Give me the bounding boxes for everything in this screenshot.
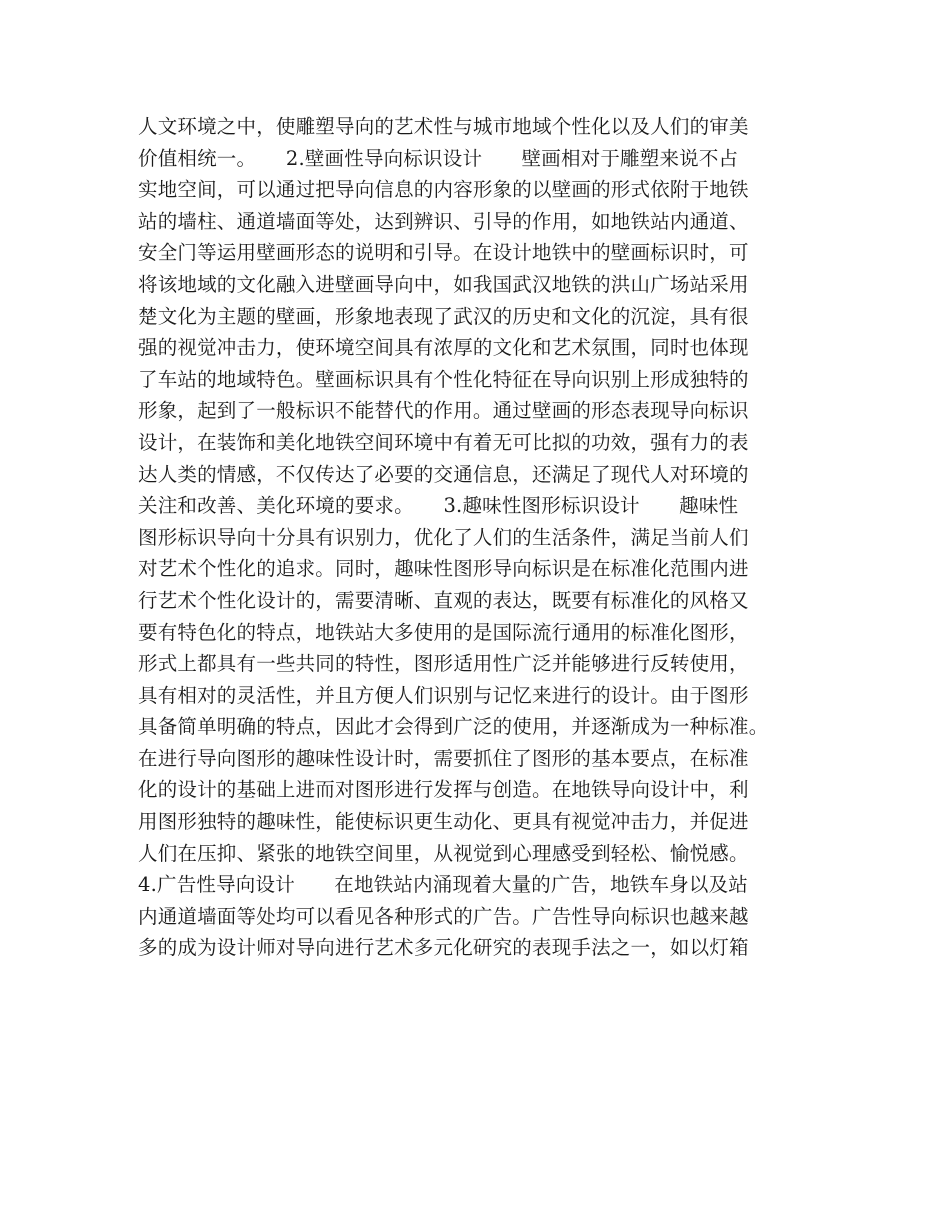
- text-line: 用图形独特的趣味性，能使标识更生动化、更具有视觉冲击力，并促进: [138, 810, 749, 834]
- text-line: 在进行导向图形的趣味性设计时，需要抓住了图形的基本要点，在标准: [138, 746, 749, 770]
- body-text: [138, 111, 828, 964]
- text-line: 4.广告性导向设计 在地铁站内涌现着大量的广告，地铁车身以及站: [138, 873, 749, 897]
- text-line: 具备简单明确的特点，因此才会得到广泛的使用，并逐渐成为一种标准。: [138, 715, 769, 739]
- text-line: 形式上都具有一些共同的特性，图形适用性广泛并能够进行反转使用，: [138, 652, 749, 676]
- text-line: 实地空间，可以通过把导向信息的内容形象的以壁画的形式依附于地铁: [138, 178, 749, 202]
- text-line: 了车站的地域特色。壁画标识具有个性化特征在导向识别上形成独特的: [138, 367, 749, 391]
- text-line: 强的视觉冲击力，使环境空间具有浓厚的文化和艺术氛围，同时也体现: [138, 336, 749, 360]
- text-line: 设计，在装饰和美化地铁空间环境中有着无可比拟的功效，强有力的表: [138, 430, 749, 454]
- text-line: 内通道墙面等处均可以看见各种形式的广告。广告性导向标识也越来越: [138, 904, 749, 928]
- text-line: 价值相统一。 2.壁画性导向标识设计 壁画相对于雕塑来说不占: [138, 146, 739, 170]
- text-line: 形象，起到了一般标识不能替代的作用。通过壁画的形态表现导向标识: [138, 399, 749, 423]
- text-line: 站的墙柱、通道墙面等处，达到辨识、引导的作用，如地铁站内通道、: [138, 209, 749, 233]
- text-line: 关注和改善、美化环境的要求。 3.趣味性图形标识设计 趣味性: [138, 494, 739, 518]
- text-line: 对艺术个性化的追求。同时，趣味性图形导向标识是在标准化范围内进: [138, 557, 749, 581]
- text-line: 安全门等运用壁画形态的说明和引导。在设计地铁中的壁画标识时，可: [138, 241, 749, 265]
- text-line: 要有特色化的特点，地铁站大多使用的是国际流行通用的标准化图形，: [138, 620, 749, 644]
- text-line: 楚文化为主题的壁画，形象地表现了武汉的历史和文化的沉淀，具有很: [138, 304, 749, 328]
- text-line: 人们在压抑、紧张的地铁空间里，从视觉到心理感受到轻松、愉悦感。: [138, 841, 749, 865]
- text-line: 行艺术个性化设计的，需要清晰、直观的表达，既要有标准化的风格又: [138, 588, 749, 612]
- text-line: 人文环境之中，使雕塑导向的艺术性与城市地域个性化以及人们的审美: [138, 115, 749, 138]
- text-line: 化的设计的基础上进而对图形进行发挥与创造。在地铁导向设计中，利: [138, 778, 749, 802]
- text-line: 具有相对的灵活性，并且方便人们识别与记忆来进行的设计。由于图形: [138, 683, 749, 707]
- text-line: 将该地域的文化融入进壁画导向中，如我国武汉地铁的洪山广场站采用: [138, 272, 749, 296]
- text-line: 多的成为设计师对导向进行艺术多元化研究的表现手法之一，如以灯箱: [138, 936, 749, 960]
- text-line: 图形标识导向十分具有识别力，优化了人们的生活条件，满足当前人们: [138, 525, 749, 549]
- text-line: 达人类的情感，不仅传达了必要的交通信息，还满足了现代人对环境的: [138, 462, 749, 486]
